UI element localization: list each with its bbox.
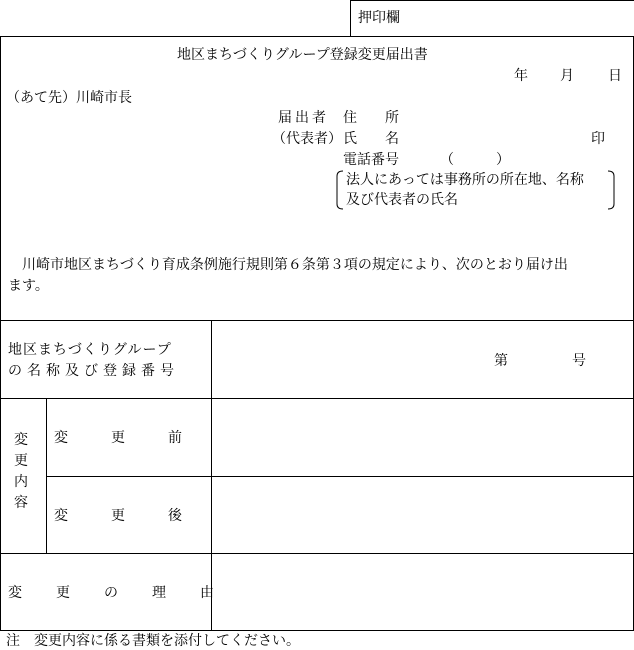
- stamp-box-label: 押印欄: [358, 10, 400, 26]
- body-line2: ます。: [8, 278, 49, 294]
- name-label: 氏 名: [343, 131, 399, 147]
- number-prefix: 第: [494, 353, 508, 369]
- after-label: 変 更 後: [54, 508, 187, 524]
- change-header-char1: 変: [14, 432, 28, 448]
- footnote: 注 変更内容に係る書類を添付してください。: [6, 633, 300, 649]
- body-line1: 川崎市地区まちづくり育成条例施行規則第６条第３項の規定により、次のとおり届け出: [22, 257, 568, 273]
- phone-label: 電話番号: [343, 152, 399, 168]
- outer-border-bottom: [0, 630, 634, 631]
- date-year: 年: [514, 68, 528, 84]
- before-field[interactable]: [212, 399, 633, 476]
- document-title: 地区まちづくりグループ登録変更届出書: [177, 47, 428, 63]
- address-label: 住 所: [343, 110, 399, 126]
- change-header-char2: 更: [14, 453, 28, 469]
- notifier-label-top: 届出者: [278, 110, 329, 126]
- reason-field[interactable]: [212, 554, 633, 630]
- outer-border-top: [0, 36, 634, 37]
- outer-border-left: [0, 36, 1, 631]
- notifier-label-bottom: （代表者）: [272, 131, 342, 147]
- table-change-header-divider: [46, 398, 47, 554]
- seal-mark: 印: [591, 131, 605, 147]
- number-suffix: 号: [572, 353, 586, 369]
- change-header-char4: 容: [14, 495, 28, 511]
- group-label-line1: 地区まちづくりグループ: [8, 342, 172, 358]
- change-header-char3: 内: [14, 474, 28, 490]
- stamp-box-left-border: [350, 0, 351, 36]
- date-month: 月: [560, 68, 574, 84]
- date-day: 日: [608, 68, 622, 84]
- addressee: （あて先）川崎市長: [6, 90, 132, 106]
- phone-parentheses: （ ）: [440, 152, 510, 168]
- corp-note-left-bracket: [335, 170, 345, 210]
- corp-note-line2: 及び代表者の氏名: [346, 192, 458, 208]
- group-name-field[interactable]: [212, 321, 472, 398]
- after-field[interactable]: [212, 477, 633, 553]
- corp-note-right-bracket: [606, 170, 616, 210]
- corp-note-line1: 法人にあっては事務所の所在地、名称: [346, 172, 584, 188]
- stamp-box-top-border: [350, 0, 634, 1]
- before-label: 変 更 前: [54, 430, 187, 446]
- group-label-line2: の名称及び登録番号: [8, 363, 179, 379]
- reason-label: 変 更 の 理 由: [8, 585, 216, 601]
